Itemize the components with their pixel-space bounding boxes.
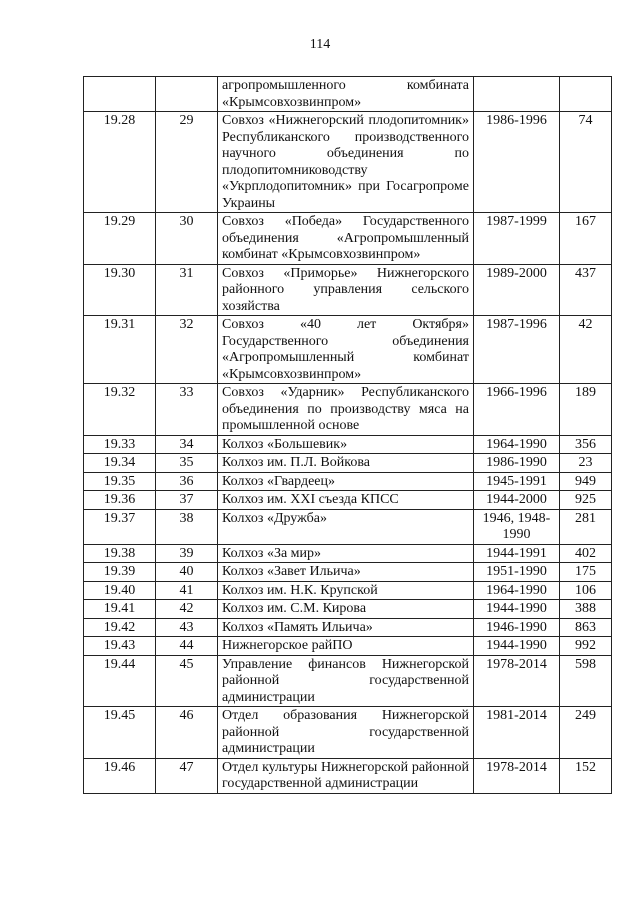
fund-index-cell: 31	[156, 264, 218, 316]
row-number-cell: 19.29	[84, 213, 156, 265]
fund-name-cell: Совхоз «Нижнегорский плодопитомник» Республиканского производственного научного объединения по плодопитомниководству «Укрплодопитомник» при Госагропроме Украины	[218, 112, 474, 213]
table-row	[84, 384, 612, 436]
date-range-cell: 1986-1990	[474, 454, 560, 473]
fund-index-cell: 42	[156, 600, 218, 619]
fund-name-cell: Колхоз им. Н.К. Крупской	[218, 581, 474, 600]
row-number-cell: 19.30	[84, 264, 156, 316]
table-row	[84, 655, 612, 707]
date-range-cell: 1944-1990	[474, 637, 560, 656]
file-count-cell: 189	[560, 384, 612, 436]
file-count-cell: 281	[560, 509, 612, 544]
row-number-cell: 19.33	[84, 435, 156, 454]
file-count-cell: 167	[560, 213, 612, 265]
fund-name-cell: Колхоз «Завет Ильича»	[218, 563, 474, 582]
table-row	[84, 264, 612, 316]
row-number-cell: 19.41	[84, 600, 156, 619]
date-range-cell: 1951-1990	[474, 563, 560, 582]
fund-name-cell: Колхоз «Дружба»	[218, 509, 474, 544]
row-number-cell: 19.34	[84, 454, 156, 473]
file-count-cell: 925	[560, 491, 612, 510]
row-number-cell: 19.46	[84, 758, 156, 793]
fund-index-cell: 36	[156, 472, 218, 491]
fund-name-cell: Колхоз им. П.Л. Войкова	[218, 454, 474, 473]
file-count-cell: 598	[560, 655, 612, 707]
date-range-cell: 1944-2000	[474, 491, 560, 510]
fund-index-cell: 32	[156, 316, 218, 384]
fund-name-cell: Отдел образования Нижнегорской районной государственной администрации	[218, 707, 474, 759]
file-count-cell: 437	[560, 264, 612, 316]
file-count-cell: 992	[560, 637, 612, 656]
file-count-cell: 23	[560, 454, 612, 473]
fund-index-cell: 46	[156, 707, 218, 759]
table-row	[84, 509, 612, 544]
date-range-cell: 1986-1996	[474, 112, 560, 213]
fund-index-cell: 43	[156, 618, 218, 637]
file-count-cell: 42	[560, 316, 612, 384]
row-number-cell: 19.31	[84, 316, 156, 384]
fund-name-cell: Совхоз «Ударник» Республиканского объединения по производству мяса на промышленной основе	[218, 384, 474, 436]
fund-index-cell: 33	[156, 384, 218, 436]
fund-name-cell: Колхоз «Гвардеец»	[218, 472, 474, 491]
row-number-cell: 19.39	[84, 563, 156, 582]
fund-index-cell: 40	[156, 563, 218, 582]
row-number-cell: 19.36	[84, 491, 156, 510]
file-count-cell: 175	[560, 563, 612, 582]
table-row	[84, 316, 612, 384]
row-number-cell: 19.38	[84, 544, 156, 563]
fund-name-cell: Нижнегорское райПО	[218, 637, 474, 656]
date-range-cell: 1964-1990	[474, 435, 560, 454]
table-row	[84, 544, 612, 563]
date-range-cell: 1964-1990	[474, 581, 560, 600]
fund-name-cell: Колхоз им. XXI съезда КПСС	[218, 491, 474, 510]
fund-name-cell: Совхоз «Приморье» Нижнегорского районного управления сельского хозяйства	[218, 264, 474, 316]
fund-index-cell: 44	[156, 637, 218, 656]
row-number-cell: 19.44	[84, 655, 156, 707]
row-number-cell: 19.32	[84, 384, 156, 436]
table-row	[84, 581, 612, 600]
file-count-cell: 863	[560, 618, 612, 637]
date-range-cell: 1944-1990	[474, 600, 560, 619]
date-range-cell: 1987-1999	[474, 213, 560, 265]
table-row	[84, 454, 612, 473]
row-number-cell: 19.45	[84, 707, 156, 759]
fund-name-cell: Колхоз им. С.М. Кирова	[218, 600, 474, 619]
table-row	[84, 758, 612, 793]
date-range-cell: 1944-1991	[474, 544, 560, 563]
fund-index-cell: 30	[156, 213, 218, 265]
fund-name-cell: Колхоз «Память Ильича»	[218, 618, 474, 637]
table-row	[84, 707, 612, 759]
date-range-cell: 1978-2014	[474, 655, 560, 707]
table-row	[84, 472, 612, 491]
fund-name-cell: Колхоз «За мир»	[218, 544, 474, 563]
fund-index-cell: 38	[156, 509, 218, 544]
file-count-cell: 249	[560, 707, 612, 759]
date-range-cell: 1966-1996	[474, 384, 560, 436]
file-count-cell: 152	[560, 758, 612, 793]
table-row	[84, 435, 612, 454]
date-range-cell: 1987-1996	[474, 316, 560, 384]
row-number-cell: 19.28	[84, 112, 156, 213]
date-range-cell: 1989-2000	[474, 264, 560, 316]
fund-index-cell: 35	[156, 454, 218, 473]
fund-name-cell: Совхоз «40 лет Октября» Государственного объединения «Агропромышленный комбинат «Крымсовхозвинпром»	[218, 316, 474, 384]
row-number-cell: 19.42	[84, 618, 156, 637]
row-number-cell: 19.43	[84, 637, 156, 656]
fund-index-cell: 45	[156, 655, 218, 707]
file-count-cell: 949	[560, 472, 612, 491]
row-number-cell	[84, 77, 156, 112]
table-row	[84, 637, 612, 656]
table-row	[84, 563, 612, 582]
table-row	[84, 77, 612, 112]
file-count-cell: 74	[560, 112, 612, 213]
row-number-cell: 19.40	[84, 581, 156, 600]
date-range-cell: 1945-1991	[474, 472, 560, 491]
file-count-cell: 402	[560, 544, 612, 563]
table-row	[84, 213, 612, 265]
table-row	[84, 112, 612, 213]
fund-index-cell: 41	[156, 581, 218, 600]
table-row	[84, 618, 612, 637]
table-body	[84, 77, 612, 794]
date-range-cell: 1946-1990	[474, 618, 560, 637]
fund-index-cell: 29	[156, 112, 218, 213]
date-range-cell: 1981-2014	[474, 707, 560, 759]
fund-name-cell: агропромышленного комбината «Крымсовхозвинпром»	[218, 77, 474, 112]
file-count-cell: 388	[560, 600, 612, 619]
date-range-cell: 1978-2014	[474, 758, 560, 793]
fund-index-cell: 37	[156, 491, 218, 510]
row-number-cell: 19.35	[84, 472, 156, 491]
fund-name-cell: Отдел культуры Нижнегорской районной государственной администрации	[218, 758, 474, 793]
date-range-cell	[474, 77, 560, 112]
file-count-cell: 106	[560, 581, 612, 600]
fund-index-cell: 34	[156, 435, 218, 454]
table-row	[84, 491, 612, 510]
fund-name-cell: Совхоз «Победа» Государственного объединения «Агропромышленный комбинат «Крымсовхозвинпром»	[218, 213, 474, 265]
fund-index-cell	[156, 77, 218, 112]
fund-registry-table	[83, 76, 612, 794]
file-count-cell	[560, 77, 612, 112]
table-row	[84, 600, 612, 619]
fund-name-cell: Колхоз «Большевик»	[218, 435, 474, 454]
page-number: 114	[309, 37, 331, 52]
fund-index-cell: 47	[156, 758, 218, 793]
date-range-cell: 1946, 1948-1990	[474, 509, 560, 544]
file-count-cell: 356	[560, 435, 612, 454]
row-number-cell: 19.37	[84, 509, 156, 544]
fund-index-cell: 39	[156, 544, 218, 563]
fund-name-cell: Управление финансов Нижнегорской районной государственной администрации	[218, 655, 474, 707]
